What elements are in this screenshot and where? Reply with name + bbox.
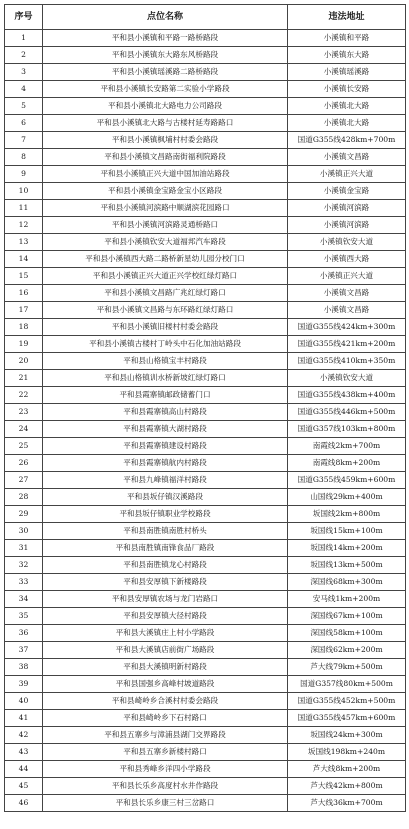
cell-location-name: 平和县坂仔镇职业学校路段 (43, 506, 288, 523)
cell-violation-address: 国道G357线80km+500m (288, 676, 406, 693)
cell-violation-address: 坂国线15km+100m (288, 523, 406, 540)
cell-index: 37 (5, 642, 43, 659)
cell-violation-address: 小溪镇东大路 (288, 47, 406, 64)
cell-index: 45 (5, 778, 43, 795)
cell-violation-address: 国道G355线424km+300m (288, 319, 406, 336)
cell-index: 30 (5, 523, 43, 540)
cell-index: 34 (5, 591, 43, 608)
table-row (5, 438, 406, 455)
table-row (5, 149, 406, 166)
cell-violation-address: 国道G355线459km+600m (288, 472, 406, 489)
cell-violation-address: 小溪镇河滨路 (288, 217, 406, 234)
cell-location-name: 平和县小溪镇北大路与古楼村延寿路路口 (43, 115, 288, 132)
cell-violation-address: 小溪镇文昌路 (288, 149, 406, 166)
cell-violation-address: 小溪镇瑶溪路 (288, 64, 406, 81)
cell-location-name: 平和县霞寨镇邮政储蓄门口 (43, 387, 288, 404)
table-row (5, 251, 406, 268)
cell-index: 20 (5, 353, 43, 370)
cell-location-name: 平和县山格镇宝丰村路段 (43, 353, 288, 370)
cell-violation-address: 安马线1km+200m (288, 591, 406, 608)
header-location-name: 点位名称 (43, 5, 288, 30)
cell-violation-address: 国道G355线446km+500m (288, 404, 406, 421)
cell-index: 13 (5, 234, 43, 251)
cell-violation-address: 国道G357线103km+800m (288, 421, 406, 438)
cell-index: 23 (5, 404, 43, 421)
table-row (5, 302, 406, 319)
table-row (5, 540, 406, 557)
table-row (5, 608, 406, 625)
table-row (5, 710, 406, 727)
cell-location-name: 平和县小溪镇河滨路灵通桥路口 (43, 217, 288, 234)
table-row (5, 455, 406, 472)
table-row (5, 523, 406, 540)
cell-location-name: 平和县霞寨镇高山村路段 (43, 404, 288, 421)
table-row (5, 591, 406, 608)
cell-index: 38 (5, 659, 43, 676)
cell-location-name: 平和县南胜镇龙心村路段 (43, 557, 288, 574)
cell-location-name: 平和县小溪镇东大路东风桥路段 (43, 47, 288, 64)
cell-location-name: 平和县霞寨镇大湖村路段 (43, 421, 288, 438)
cell-violation-address: 小溪镇西大路 (288, 251, 406, 268)
cell-location-name: 平和县安厚镇大径村路段 (43, 608, 288, 625)
cell-violation-address: 小溪镇长安路 (288, 81, 406, 98)
cell-index: 25 (5, 438, 43, 455)
table-row (5, 115, 406, 132)
table-row (5, 200, 406, 217)
cell-location-name: 平和县小溪镇西大路二路桥新星幼儿园分校门口 (43, 251, 288, 268)
table-row (5, 642, 406, 659)
cell-violation-address: 坂国线24km+300m (288, 727, 406, 744)
cell-index: 31 (5, 540, 43, 557)
table-row (5, 404, 406, 421)
cell-index: 24 (5, 421, 43, 438)
cell-location-name: 平和县霞寨镇航内村路段 (43, 455, 288, 472)
cell-index: 22 (5, 387, 43, 404)
table-row (5, 693, 406, 710)
cell-violation-address: 芦大线42km+800m (288, 778, 406, 795)
cell-location-name: 平和县崎岭乡下石村路口 (43, 710, 288, 727)
cell-location-name: 平和县大溪镇庄上村小学路段 (43, 625, 288, 642)
cell-violation-address: 深国线62km+200m (288, 642, 406, 659)
table-row (5, 217, 406, 234)
cell-violation-address: 深国线67km+100m (288, 608, 406, 625)
cell-violation-address: 小溪镇文昌路 (288, 302, 406, 319)
cell-location-name: 平和县小溪镇枫埔村村委会路段 (43, 132, 288, 149)
cell-location-name: 平和县五寨乡与漳浦县湖门交界路段 (43, 727, 288, 744)
cell-index: 33 (5, 574, 43, 591)
cell-violation-address: 小溪镇钦安大道 (288, 234, 406, 251)
cell-index: 14 (5, 251, 43, 268)
table-row (5, 472, 406, 489)
cell-index: 15 (5, 268, 43, 285)
cell-location-name: 平和县秀峰乡洋四小学路段 (43, 761, 288, 778)
cell-violation-address: 山国线29km+400m (288, 489, 406, 506)
cell-violation-address: 坂国线13km+500m (288, 557, 406, 574)
cell-location-name: 平和县坂仔镇汉溪路段 (43, 489, 288, 506)
table-row (5, 744, 406, 761)
cell-location-name: 平和县小溪镇文昌路南街福利院路段 (43, 149, 288, 166)
cell-index: 4 (5, 81, 43, 98)
cell-violation-address: 小溪镇金宝路 (288, 183, 406, 200)
cell-index: 9 (5, 166, 43, 183)
table-row (5, 30, 406, 47)
table-row (5, 557, 406, 574)
table-row (5, 285, 406, 302)
cell-violation-address: 小溪镇正兴大道 (288, 268, 406, 285)
table-header-row (5, 5, 406, 30)
cell-violation-address: 小溪镇北大路 (288, 98, 406, 115)
cell-index: 40 (5, 693, 43, 710)
cell-index: 7 (5, 132, 43, 149)
cell-location-name: 平和县崎岭乡合溪村村委会路段 (43, 693, 288, 710)
cell-location-name: 平和县小溪镇钦安大道福邦汽车路段 (43, 234, 288, 251)
cell-location-name: 平和县小溪镇正兴大道中国加油站路段 (43, 166, 288, 183)
cell-violation-address: 芦大线36km+700m (288, 795, 406, 812)
cell-index: 17 (5, 302, 43, 319)
cell-index: 39 (5, 676, 43, 693)
cell-location-name: 平和县小溪镇古楼村丁岭头中石化加油站路段 (43, 336, 288, 353)
table-row (5, 489, 406, 506)
table-row (5, 676, 406, 693)
cell-location-name: 平和县小溪镇瑶溪路二路桥路段 (43, 64, 288, 81)
cell-index: 11 (5, 200, 43, 217)
cell-index: 2 (5, 47, 43, 64)
table-row (5, 319, 406, 336)
cell-violation-address: 国道G355线452km+500m (288, 693, 406, 710)
cell-location-name: 平和县南胜镇南胜村桥头 (43, 523, 288, 540)
table-row (5, 47, 406, 64)
cell-index: 32 (5, 557, 43, 574)
cell-index: 26 (5, 455, 43, 472)
cell-index: 3 (5, 64, 43, 81)
table-row (5, 761, 406, 778)
cell-violation-address: 小溪镇北大路 (288, 115, 406, 132)
table-row (5, 795, 406, 812)
cell-index: 16 (5, 285, 43, 302)
cell-violation-address: 深国线58km+100m (288, 625, 406, 642)
cell-location-name: 平和县九峰镇福洋村路段 (43, 472, 288, 489)
cell-violation-address: 国道G355线438km+400m (288, 387, 406, 404)
cell-location-name: 平和县小溪镇旧楼村村委会路段 (43, 319, 288, 336)
cell-violation-address: 小溪镇文昌路 (288, 285, 406, 302)
cell-location-name: 平和县霞寨镇建设村路段 (43, 438, 288, 455)
cell-location-name: 平和县五寨乡新楼村路口 (43, 744, 288, 761)
cell-location-name: 平和县小溪镇文昌路广兆红绿灯路口 (43, 285, 288, 302)
cell-location-name: 平和县小溪镇文昌路与东环路红绿灯路口 (43, 302, 288, 319)
cell-index: 6 (5, 115, 43, 132)
cell-location-name: 平和县安厚镇下新楼路段 (43, 574, 288, 591)
cell-violation-address: 国道G355线428km+700m (288, 132, 406, 149)
cell-violation-address: 小溪镇河滨路 (288, 200, 406, 217)
header-violation-address: 违法地址 (288, 5, 406, 30)
table-row (5, 336, 406, 353)
cell-violation-address: 小溪镇正兴大道 (288, 166, 406, 183)
cell-index: 21 (5, 370, 43, 387)
cell-violation-address: 国道G355线457km+600m (288, 710, 406, 727)
table-body (5, 30, 406, 812)
cell-violation-address: 南霞线2km+700m (288, 438, 406, 455)
header-index: 序号 (5, 5, 43, 30)
cell-violation-address: 南霞线8km+200m (288, 455, 406, 472)
cell-location-name: 平和县小溪镇北大路电力公司路段 (43, 98, 288, 115)
cell-violation-address: 小溪镇钦安大道 (288, 370, 406, 387)
cell-location-name: 平和县大溪镇明新村路段 (43, 659, 288, 676)
cell-index: 18 (5, 319, 43, 336)
cell-index: 35 (5, 608, 43, 625)
cell-violation-address: 坂国线14km+200m (288, 540, 406, 557)
cell-index: 44 (5, 761, 43, 778)
cell-location-name: 平和县小溪镇正兴大道正兴学校红绿灯路口 (43, 268, 288, 285)
table-row (5, 574, 406, 591)
cell-location-name: 平和县国强乡高峰村坡道路段 (43, 676, 288, 693)
table-row (5, 778, 406, 795)
table-row (5, 421, 406, 438)
cell-location-name: 平和县安厚镇农场与龙门岩路口 (43, 591, 288, 608)
cell-location-name: 平和县小溪镇长安路第二实验小学路段 (43, 81, 288, 98)
cell-index: 41 (5, 710, 43, 727)
table-row (5, 166, 406, 183)
cell-violation-address: 深国线68km+300m (288, 574, 406, 591)
cell-location-name: 平和县大溪镇店前街广场路段 (43, 642, 288, 659)
cell-location-name: 平和县长乐乡康三村三岔路口 (43, 795, 288, 812)
table-row (5, 506, 406, 523)
cell-violation-address: 国道G355线410km+350m (288, 353, 406, 370)
table-row (5, 625, 406, 642)
table-row (5, 387, 406, 404)
cell-violation-address: 芦大线8km+200m (288, 761, 406, 778)
cell-violation-address: 国道G355线421km+200m (288, 336, 406, 353)
cell-violation-address: 芦大线79km+500m (288, 659, 406, 676)
table-row (5, 268, 406, 285)
table-row (5, 81, 406, 98)
cell-violation-address: 小溪镇和平路 (288, 30, 406, 47)
cell-location-name: 平和县山格镇训水桥新坡红绿灯路口 (43, 370, 288, 387)
table-row (5, 234, 406, 251)
violation-table (4, 4, 406, 812)
cell-violation-address: 坂国线198km+240m (288, 744, 406, 761)
cell-index: 19 (5, 336, 43, 353)
table-row (5, 132, 406, 149)
cell-location-name: 平和县小溪镇金宝路金宝小区路段 (43, 183, 288, 200)
cell-location-name: 平和县南胜镇南锋食品厂路段 (43, 540, 288, 557)
cell-index: 8 (5, 149, 43, 166)
table-row (5, 183, 406, 200)
cell-violation-address: 坂国线2km+800m (288, 506, 406, 523)
table-row (5, 727, 406, 744)
cell-index: 5 (5, 98, 43, 115)
cell-index: 36 (5, 625, 43, 642)
cell-index: 1 (5, 30, 43, 47)
cell-index: 46 (5, 795, 43, 812)
cell-index: 29 (5, 506, 43, 523)
table-row (5, 64, 406, 81)
cell-location-name: 平和县小溪镇河滨路中顺湖滨花园路口 (43, 200, 288, 217)
table-row (5, 353, 406, 370)
cell-index: 27 (5, 472, 43, 489)
cell-index: 43 (5, 744, 43, 761)
cell-index: 10 (5, 183, 43, 200)
table-row (5, 98, 406, 115)
violation-table-container (4, 4, 405, 812)
cell-index: 12 (5, 217, 43, 234)
cell-location-name: 平和县长乐乡高度村水井作路段 (43, 778, 288, 795)
cell-index: 28 (5, 489, 43, 506)
cell-location-name: 平和县小溪镇和平路一路桥路段 (43, 30, 288, 47)
cell-index: 42 (5, 727, 43, 744)
table-row (5, 370, 406, 387)
table-row (5, 659, 406, 676)
